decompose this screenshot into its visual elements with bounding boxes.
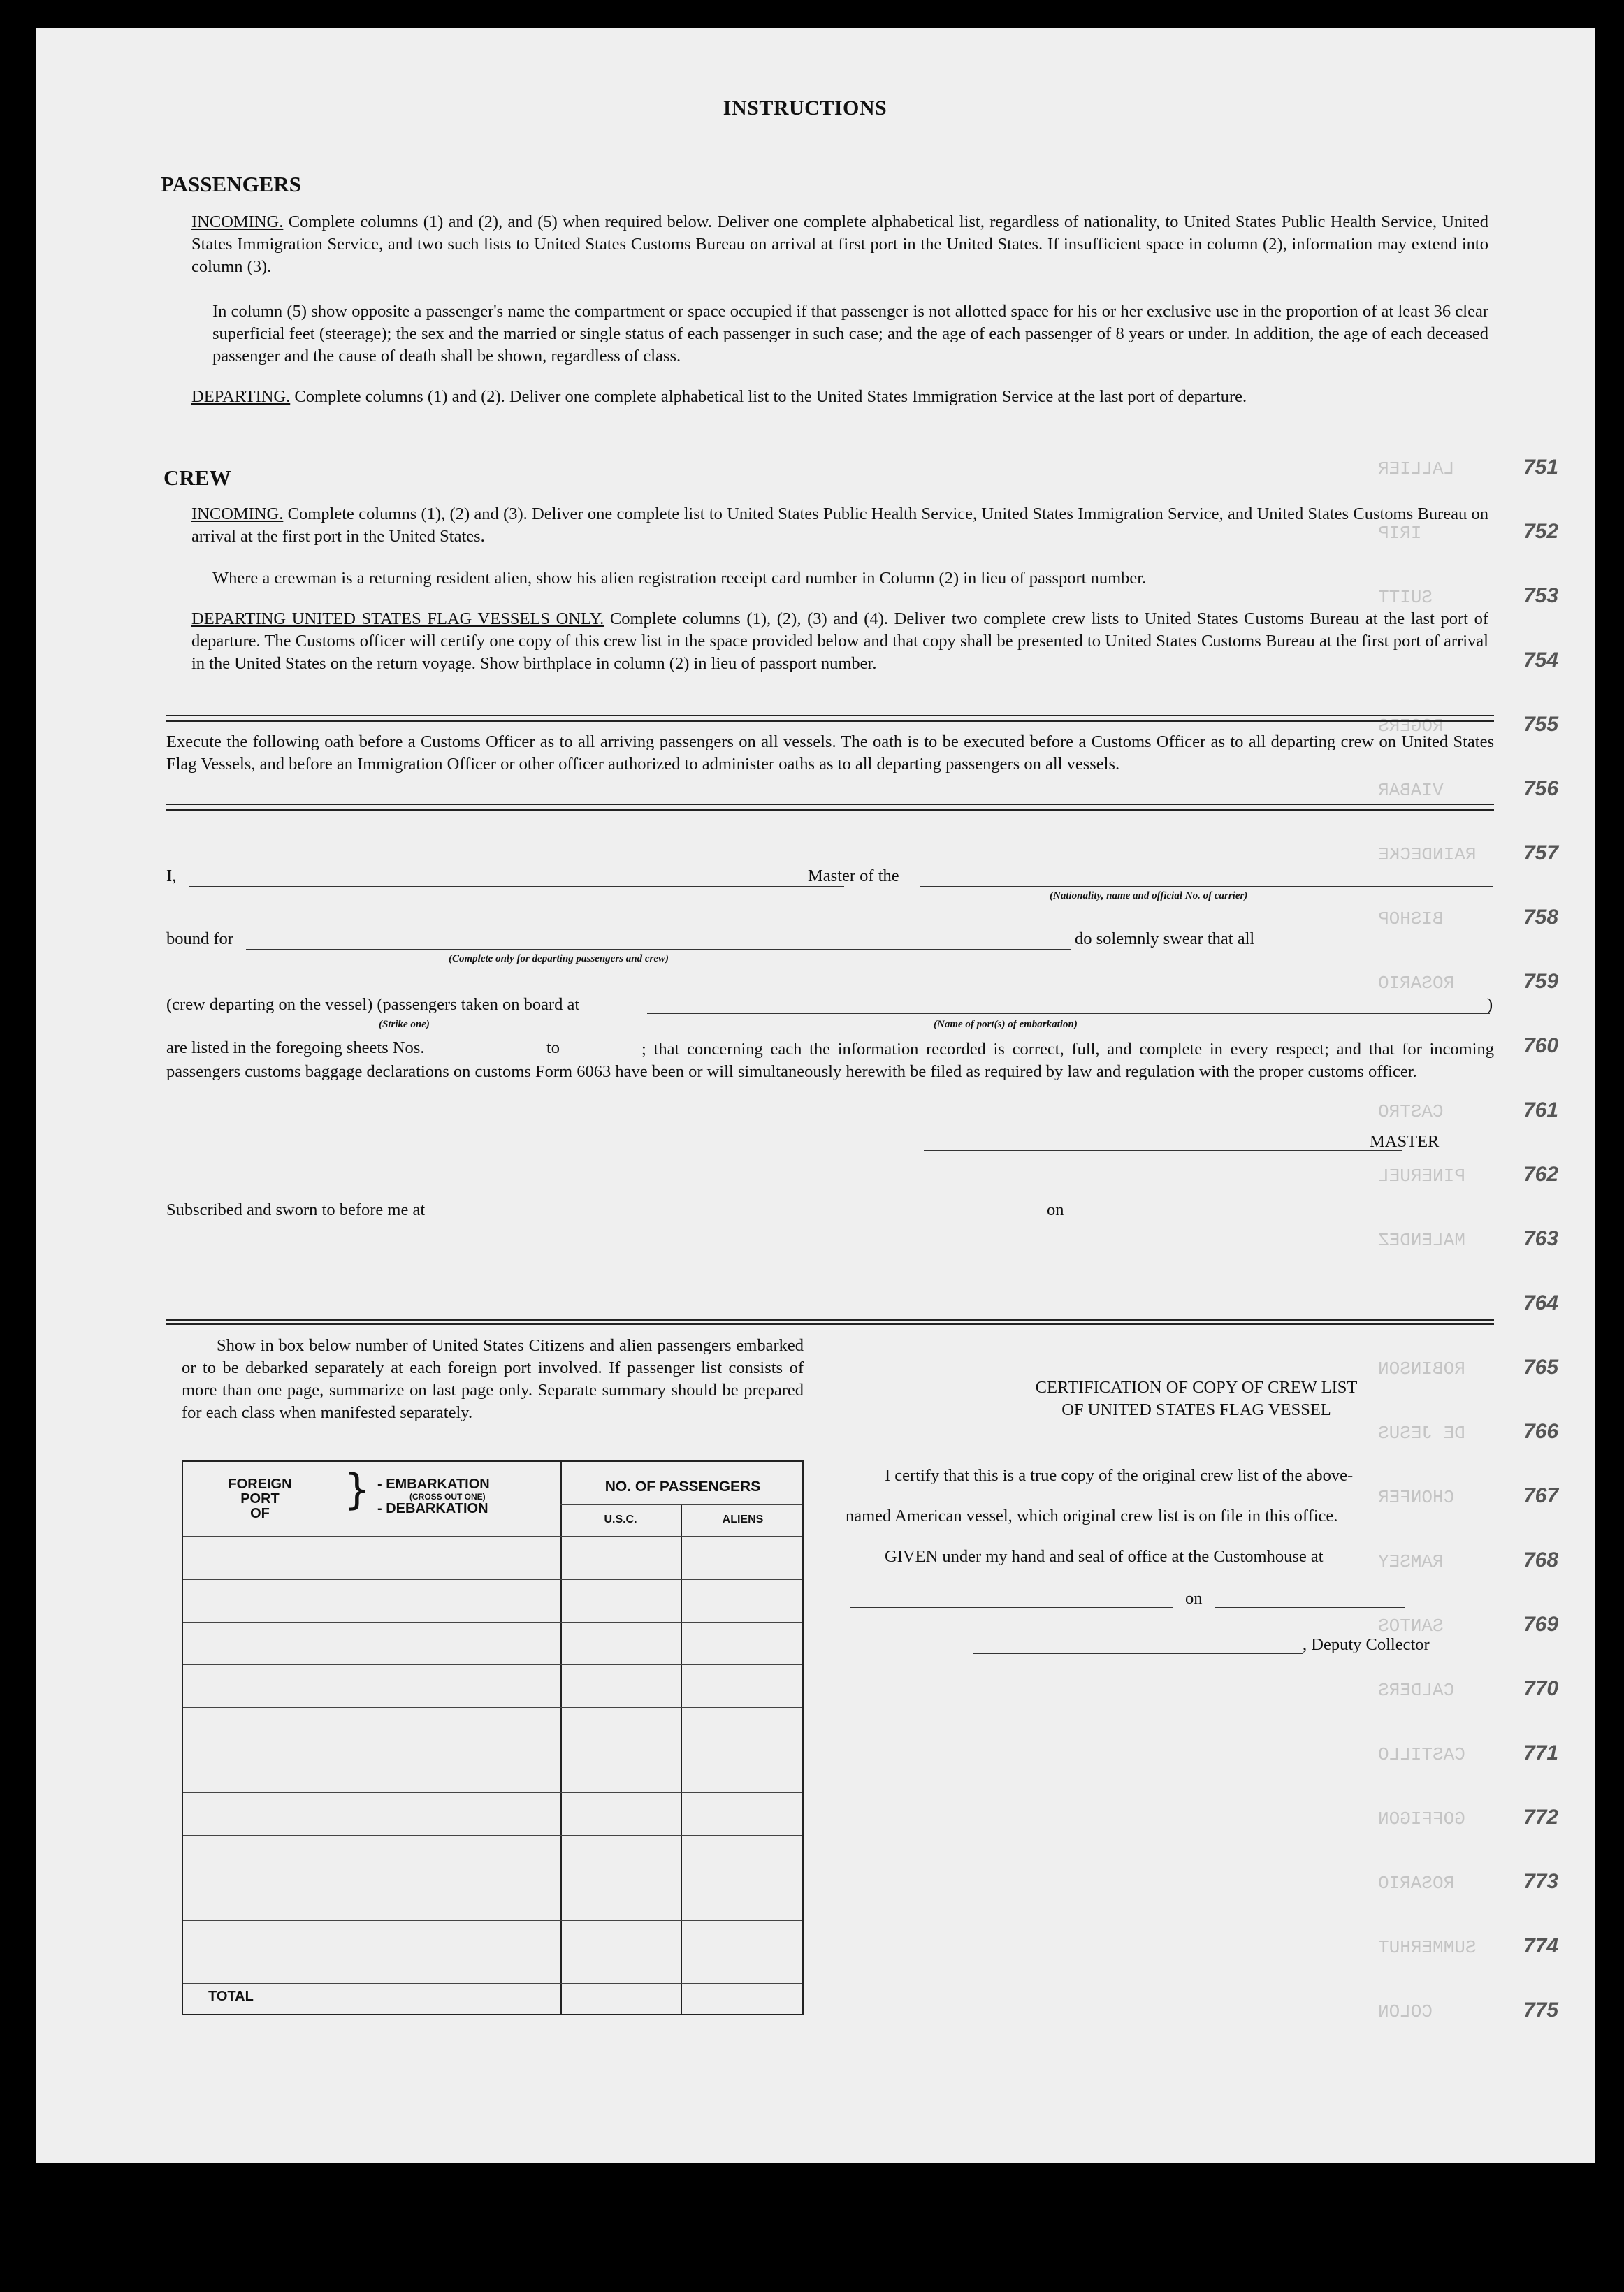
complete-caption: (Complete only for departing passengers and crew) bbox=[449, 953, 669, 964]
bleed-surname: ROBINSON bbox=[1378, 1358, 1465, 1379]
debarkation-label: - DEBARKATION bbox=[377, 1501, 488, 1516]
page-title: INSTRUCTIONS bbox=[723, 96, 887, 119]
bleed-row-number: 754 bbox=[1523, 648, 1559, 672]
bleed-row-number: 752 bbox=[1523, 520, 1559, 543]
strike-one-caption: (Strike one) bbox=[379, 1019, 430, 1030]
bleed-surname: ROSARIO bbox=[1378, 1873, 1455, 1894]
bleed-surname: BISHOP bbox=[1378, 908, 1444, 929]
bound-for-field[interactable] bbox=[246, 949, 1071, 950]
bleed-surname: LALLIER bbox=[1378, 458, 1455, 479]
bleed-surname: CHONFER bbox=[1378, 1487, 1455, 1508]
crew-heading: CREW bbox=[164, 465, 231, 490]
customhouse-field[interactable] bbox=[850, 1607, 1173, 1608]
table-row-line bbox=[183, 1707, 802, 1708]
oath-listed-text: ; that concerning each the information recorded is correct, full, and complete in every respect; and that for incoming passengers customs baggage declarations on customs Form 6063 have been or will simultaneously herewith be filed as required by law and regulation with the proper customs officer. bbox=[166, 1040, 1494, 1081]
oath-master-of-the: Master of the bbox=[808, 866, 899, 885]
crew-resident: Where a crewman is a returning resident alien, show his alien registration receipt card number in Column (2) in lieu of passport number. bbox=[212, 569, 1147, 588]
bleed-row-number: 772 bbox=[1523, 1806, 1559, 1829]
table-row-line bbox=[183, 1835, 802, 1836]
table-row-line bbox=[183, 1664, 802, 1665]
passengers-departing-label: DEPARTING. bbox=[191, 387, 291, 406]
bleed-surname: DE JESUS bbox=[1378, 1423, 1465, 1444]
passengers-incoming bbox=[191, 211, 1488, 278]
port-caption: (Name of port(s) of embarkation) bbox=[934, 1019, 1078, 1030]
carrier-field[interactable] bbox=[920, 886, 1493, 887]
bleed-row-number: 758 bbox=[1523, 906, 1559, 929]
certification-text-1: I certify that this is a true copy of the original crew list of the above- bbox=[885, 1466, 1354, 1485]
bleed-row-number: 753 bbox=[1523, 584, 1559, 607]
passengers-heading: PASSENGERS bbox=[161, 172, 301, 196]
certification-on: on bbox=[1185, 1589, 1203, 1608]
oath-listed-to: to bbox=[546, 1038, 560, 1057]
passengers-incoming-label: INCOMING. bbox=[191, 212, 284, 231]
bleed-surname: RAMSEY bbox=[1378, 1551, 1444, 1572]
certification-given: GIVEN under my hand and seal of office at the Customhouse at bbox=[885, 1547, 1324, 1566]
bleed-surname: RAINDECKE bbox=[1378, 844, 1477, 865]
brace-icon: } bbox=[344, 1465, 371, 1514]
certification-title-line1: CERTIFICATION OF COPY OF CREW LIST bbox=[1035, 1378, 1358, 1397]
table-divider bbox=[681, 1504, 682, 2014]
table-divider bbox=[560, 1504, 802, 1505]
bleed-row-number: 768 bbox=[1523, 1548, 1559, 1572]
table-row-line bbox=[183, 1579, 802, 1580]
bleed-surname: COLON bbox=[1378, 2001, 1433, 2022]
oath-i: I, bbox=[166, 866, 177, 885]
bleed-surname: SUMMERHUT bbox=[1378, 1937, 1477, 1958]
no-of-passengers-header: NO. OF PASSENGERS bbox=[604, 1479, 761, 1495]
crew-departing-label: DEPARTING UNITED STATES FLAG VESSELS ONLY. bbox=[191, 609, 604, 628]
bleed-surname: GOFFIGON bbox=[1378, 1808, 1465, 1829]
nationality-caption: (Nationality, name and official No. of carrier) bbox=[1050, 890, 1248, 901]
port-label: PORT bbox=[240, 1491, 280, 1507]
bleed-row-number: 773 bbox=[1523, 1870, 1559, 1893]
certification-text-2: named American vessel, which original crew list is on file in this office. bbox=[846, 1507, 1338, 1525]
bleed-surname: MALENDEZ bbox=[1378, 1230, 1465, 1251]
table-row-line bbox=[183, 1622, 802, 1623]
passengers-incoming-text: Complete columns (1) and (2), and (5) when required below. Deliver one complete alphabetical list, regardless of nationality, to United States Public Health Service, United States Immigration Service, and two such lists to United States Customs Bureau on arrival at first port in the United States. If insufficient space in column (2), information may extend into column (3). bbox=[191, 212, 1489, 276]
oath-crew-departing: (crew departing on the vessel) (passengers taken on board at bbox=[166, 995, 580, 1014]
master-name-field[interactable] bbox=[189, 886, 844, 887]
bleed-surname: ROGERS bbox=[1378, 716, 1444, 737]
bleed-row-number: 764 bbox=[1523, 1291, 1559, 1314]
bleed-row-number: 759 bbox=[1523, 970, 1559, 993]
bleed-row-number: 766 bbox=[1523, 1420, 1559, 1443]
bleed-row-number: 771 bbox=[1523, 1741, 1559, 1764]
bleed-row-number: 765 bbox=[1523, 1356, 1559, 1379]
master-signature-field[interactable] bbox=[924, 1150, 1402, 1151]
bleed-surname: CASTRO bbox=[1378, 1101, 1444, 1122]
cross-out-label: (CROSS OUT ONE) bbox=[409, 1492, 486, 1502]
bleed-surname: VIABAR bbox=[1378, 780, 1444, 801]
divider-rule bbox=[166, 1319, 1494, 1321]
passengers-departing bbox=[191, 386, 1488, 408]
divider-rule bbox=[166, 804, 1494, 805]
bleed-row-number: 756 bbox=[1523, 777, 1559, 800]
bleed-row-number: 757 bbox=[1523, 841, 1559, 864]
bleed-row-number: 769 bbox=[1523, 1613, 1559, 1636]
oath-close-paren: ) bbox=[1487, 995, 1493, 1014]
bleed-surname: PINERUEL bbox=[1378, 1166, 1465, 1187]
table-row-line bbox=[183, 1983, 802, 1984]
foreign-port-of bbox=[211, 1477, 309, 1521]
bleed-row-number: 761 bbox=[1523, 1098, 1559, 1122]
crew-incoming-text: Complete columns (1), (2) and (3). Deliver one complete list to United States Public Health Service, United States Immigration Service, and United States Customs Bureau on arrival at the first port in the United States. bbox=[191, 505, 1489, 546]
table-divider bbox=[183, 1536, 802, 1537]
oath-do-swear: do solemnly swear that all bbox=[1075, 929, 1255, 948]
divider-rule bbox=[166, 809, 1494, 811]
bleed-surname: IRIP bbox=[1378, 523, 1422, 544]
deputy-signature-field[interactable] bbox=[973, 1653, 1303, 1654]
certification-title bbox=[882, 1377, 1511, 1421]
passengers-column5: In column (5) show opposite a passenger's name the compartment or space occupied if that passenger is not allotted space for his or her exclusive use in the proportion of at least 36 clear superficial feet (steerage); the sex and the married or single status of each passenger in such case; and the age of each passenger of 8 years or under. In addition, the age of each deceased passenger and the cause of death shall be shown, regardless of class. bbox=[212, 302, 1488, 365]
usc-header: U.S.C. bbox=[604, 1514, 637, 1525]
table-row-line bbox=[183, 1792, 802, 1793]
embarkation-label: - EMBARKATION bbox=[377, 1477, 490, 1492]
bleed-surname: SUITT bbox=[1378, 587, 1433, 608]
subscribed-on: on bbox=[1047, 1201, 1064, 1219]
crew-departing-text: Complete columns (1), (2), (3) and (4). Deliver two complete crew lists to United States Customs Bureau at the last port of departure. The Customs officer will certify one copy of this crew list in the space provided below and that copy shall be presented to United States Customs Bureau at the first port of arrival in the United States on the return voyage. Show birthplace in column (2) in lieu of passport number. bbox=[191, 609, 1488, 673]
crew-departing bbox=[191, 608, 1488, 675]
bleed-row-number: 775 bbox=[1523, 1999, 1559, 2022]
bleed-surname: SANTOS bbox=[1378, 1616, 1444, 1637]
oath-listed-start: are listed in the foregoing sheets Nos. bbox=[166, 1038, 425, 1057]
bleed-surname: CALDERS bbox=[1378, 1680, 1455, 1701]
embark-debark-label bbox=[377, 1477, 490, 1516]
bleed-row-number: 755 bbox=[1523, 713, 1559, 736]
bleed-row-number: 763 bbox=[1523, 1227, 1559, 1250]
bleed-row-number: 774 bbox=[1523, 1934, 1559, 1957]
crew-incoming-label: INCOMING. bbox=[191, 505, 284, 523]
passenger-summary-table bbox=[182, 1460, 804, 2015]
bleed-row-number: 770 bbox=[1523, 1677, 1559, 1700]
of-label: OF bbox=[250, 1506, 270, 1521]
bleed-surname: CASTILLO bbox=[1378, 1744, 1465, 1765]
table-row-line bbox=[183, 1920, 802, 1921]
divider-rule bbox=[166, 715, 1494, 716]
bleed-row-number: 762 bbox=[1523, 1163, 1559, 1186]
oath-bound-for: bound for bbox=[166, 929, 233, 948]
certification-date-field[interactable] bbox=[1215, 1607, 1405, 1608]
embarkation-port-field[interactable] bbox=[647, 1013, 1490, 1014]
aliens-header: ALIENS bbox=[722, 1514, 764, 1525]
certification-title-line2: OF UNITED STATES FLAG VESSEL bbox=[1061, 1400, 1331, 1419]
subscribed-label: Subscribed and sworn to before me at bbox=[166, 1201, 426, 1219]
master-label: MASTER bbox=[1370, 1132, 1440, 1151]
total-label: TOTAL bbox=[208, 1989, 254, 2004]
bleed-row-number: 751 bbox=[1523, 456, 1559, 479]
table-divider bbox=[560, 1462, 562, 2014]
foreign-label: FOREIGN bbox=[228, 1477, 292, 1492]
bleed-row-number: 767 bbox=[1523, 1484, 1559, 1507]
document-page bbox=[36, 28, 1595, 2163]
crew-incoming bbox=[191, 503, 1488, 548]
passengers-departing-text: Complete columns (1) and (2). Deliver one complete alphabetical list to the United States Immigration Service at the last port of departure. bbox=[294, 387, 1247, 406]
oath-intro: Execute the following oath before a Customs Officer as to all arriving passengers on all vessels. The oath is to be executed before a Customs Officer as to all departing crew on United States Flag Vessels, and before an Immigration Officer or other officer authorized to administer oaths as to all departing passengers on all vessels. bbox=[166, 732, 1494, 774]
divider-rule bbox=[166, 1323, 1494, 1325]
summary-instructions: Show in box below number of United States Citizens and alien passengers embarked or to be debarked separately at each foreign port involved. If passenger list consists of more than one page, summarize on last page only. Separate summary should be prepared for each class when manifested separately. bbox=[182, 1336, 804, 1422]
bleed-row-number: 760 bbox=[1523, 1034, 1559, 1057]
divider-rule bbox=[166, 720, 1494, 722]
bleed-surname: ROSARIO bbox=[1378, 973, 1455, 994]
deputy-collector-label: , Deputy Collector bbox=[1303, 1635, 1430, 1654]
